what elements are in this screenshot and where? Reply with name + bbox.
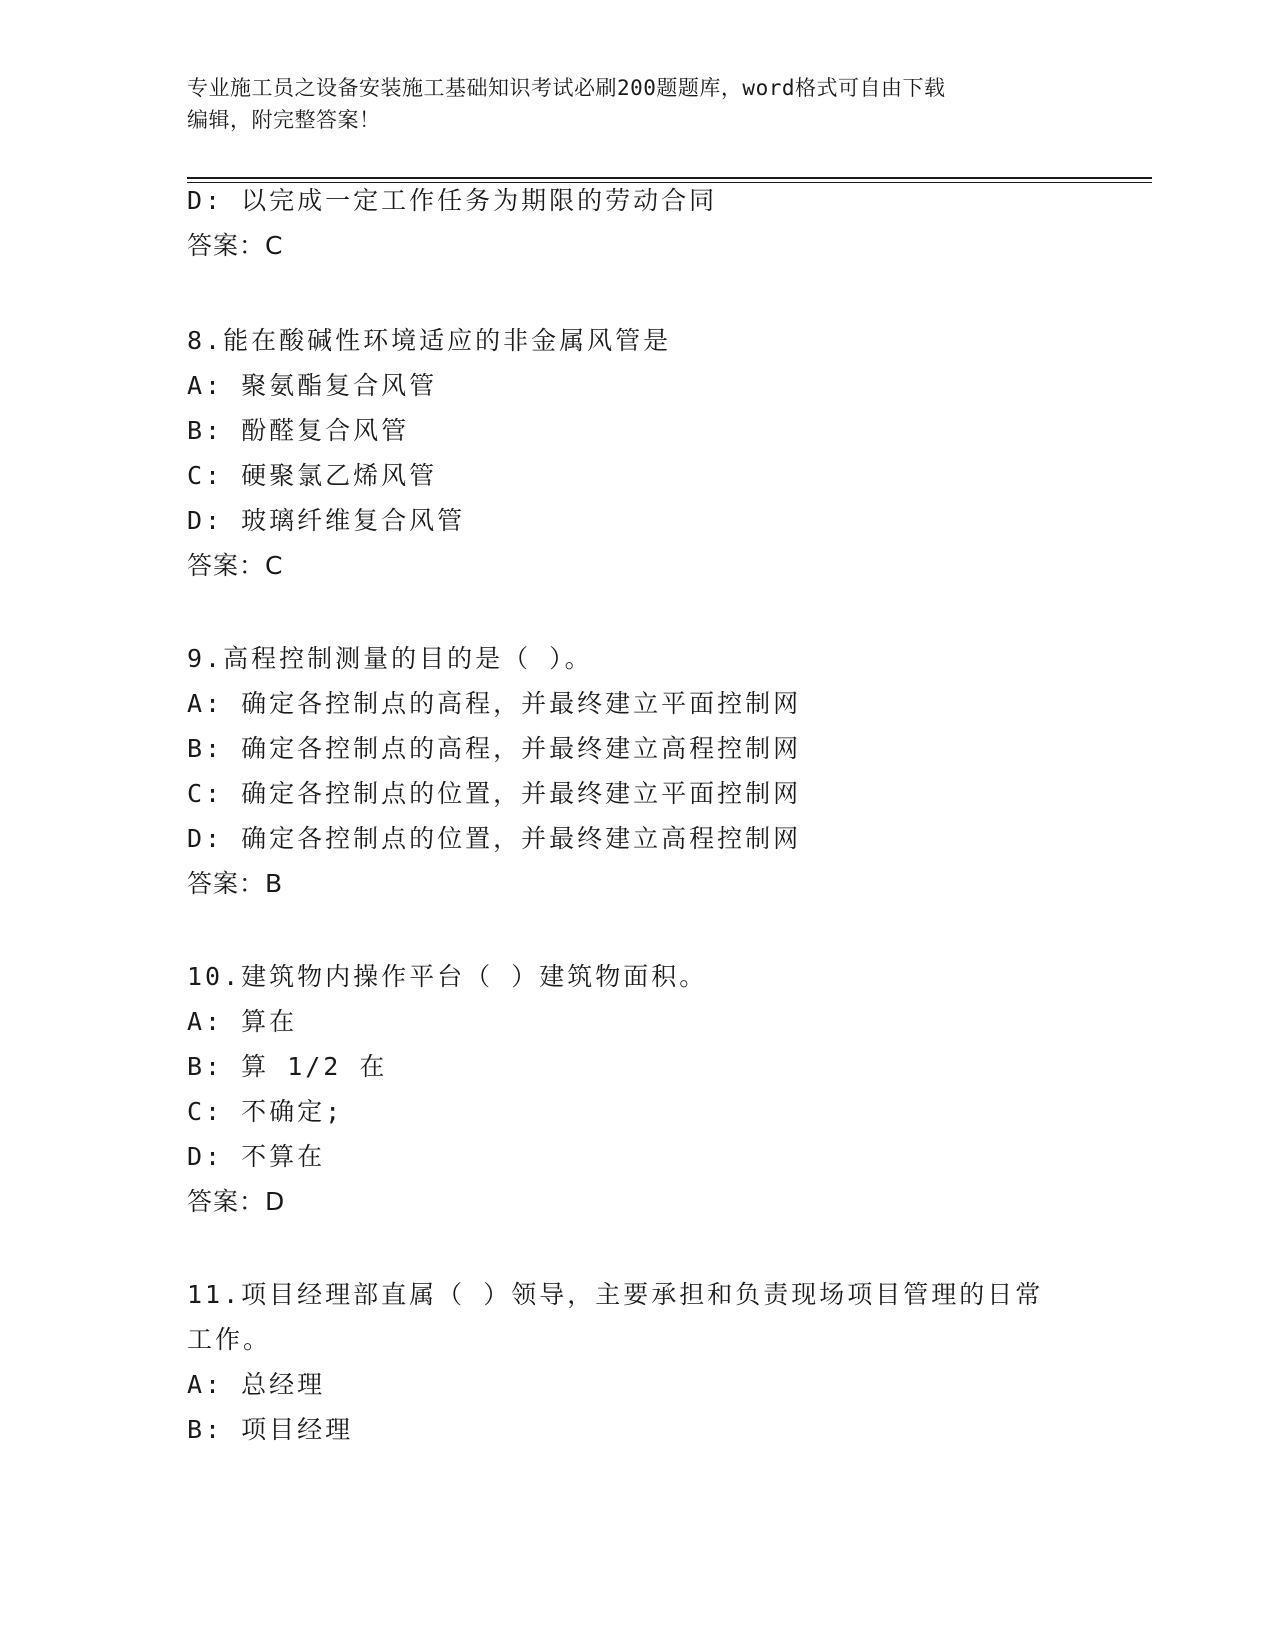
question-10-option-c: C: 不确定;: [187, 1097, 344, 1126]
question-8-option-c: C: 硬聚氯乙烯风管: [187, 461, 438, 490]
header-line-2: 编辑，附完整答案！: [187, 108, 381, 132]
question-9-stem: 9.高程控制测量的目的是（ ）。: [187, 644, 593, 673]
prev-question-answer: 答案：C: [187, 231, 284, 260]
document-header: [187, 72, 1067, 136]
question-8-option-b: B: 酚醛复合风管: [187, 416, 410, 445]
question-11-stem-line-2: 工作。: [187, 1325, 272, 1354]
question-9-option-a: A: 确定各控制点的高程，并最终建立平面控制网: [187, 689, 802, 718]
header-divider-thin: [187, 182, 1152, 183]
question-8-option-d: D: 玻璃纤维复合风管: [187, 506, 466, 535]
question-11-stem-line-1: 11.项目经理部直属（ ）领导，主要承担和负责现场项目管理的日常: [187, 1280, 1044, 1309]
question-10-answer: 答案：D: [187, 1187, 286, 1216]
question-10-option-b: B: 算 1/2 在: [187, 1052, 388, 1081]
question-10-stem: 10.建筑物内操作平台（ ）建筑物面积。: [187, 962, 708, 991]
question-8-answer: 答案：C: [187, 551, 284, 580]
question-9-option-b: B: 确定各控制点的高程，并最终建立高程控制网: [187, 734, 802, 763]
question-10-option-a: A: 算在: [187, 1007, 298, 1036]
header-divider-thick: [187, 177, 1152, 179]
header-line-1: 专业施工员之设备安装施工基础知识考试必刷200题题库，word格式可自由下载: [187, 76, 946, 100]
question-9-answer: 答案：B: [187, 869, 284, 898]
question-9-option-d: D: 确定各控制点的位置，并最终建立高程控制网: [187, 824, 802, 853]
question-11-option-b: B: 项目经理: [187, 1415, 354, 1444]
question-8-option-a: A: 聚氨酯复合风管: [187, 371, 438, 400]
question-10-option-d: D: 不算在: [187, 1142, 326, 1171]
prev-question-option-d: D: 以完成一定工作任务为期限的劳动合同: [187, 186, 718, 215]
question-9-option-c: C: 确定各控制点的位置，并最终建立平面控制网: [187, 779, 802, 808]
question-11-option-a: A: 总经理: [187, 1370, 326, 1399]
question-8-stem: 8.能在酸碱性环境适应的非金属风管是: [187, 326, 672, 355]
